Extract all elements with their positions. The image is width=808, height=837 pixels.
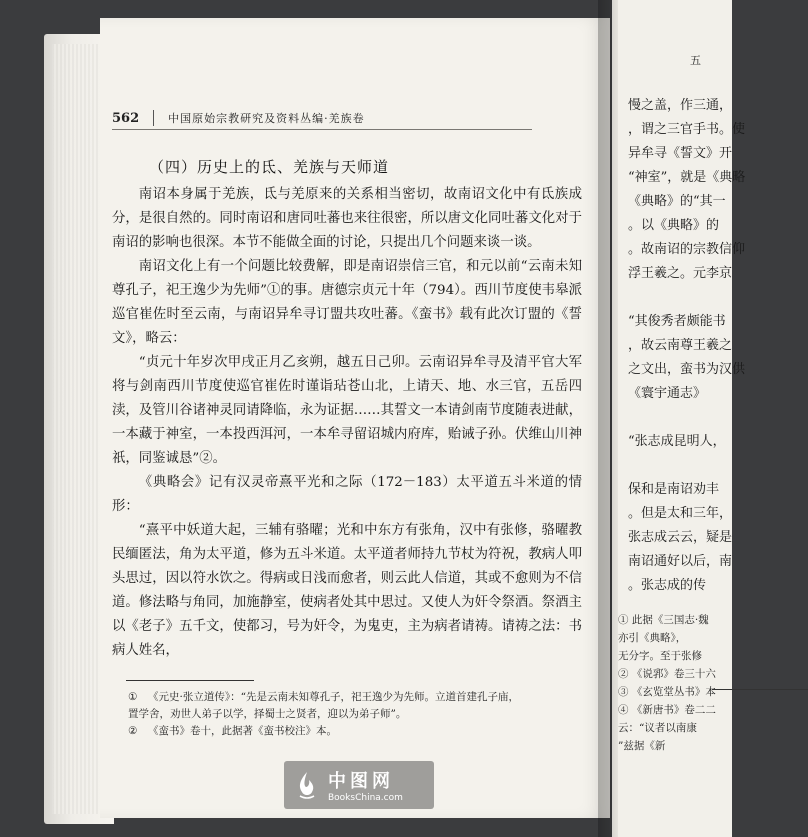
right-page-content — [612, 0, 746, 837]
footnote-rule — [126, 680, 254, 681]
right-page-line: ，谓之三官手书。使 — [628, 122, 746, 137]
right-footnote-line: ① 此据《三国志·魏 — [618, 614, 709, 626]
right-page-line: 《典略》的“其一 — [628, 194, 726, 209]
right-page-line: 异牟寻《誓文》开 — [628, 146, 733, 161]
running-header — [112, 107, 532, 130]
paragraph: 《典略会》记有汉灵帝熹平光和之际（172－183）太平道五斗米道的情形： — [112, 475, 582, 514]
right-page-line: 浮王羲之。元李京 — [628, 266, 733, 281]
page-number: 562 — [112, 111, 140, 126]
footnote-continuation: 置学舍，劝世人弟子以学，择蜀士之贤者，迎以为弟子师”。 — [128, 708, 407, 720]
watermark — [284, 761, 434, 809]
footnote-mark: ① — [128, 691, 138, 703]
quotation: “贞元十年岁次甲戌正月乙亥朔，越五日己卯。云南诏异牟寻及清平官大军将与剑南西川节度使巡官崔佐时谨诣玷苍山北，上请天、地、水三官，五岳四渎，及管川谷诸神灵同请降临，永为证据……其誓文一本请剑南节度随表进献，一本藏于神室，一本投西洱河，一本牟寻留诏城内府库，贻诫子孙。伏维山川神祇，同鉴诚恳”②。 — [112, 355, 582, 466]
right-page-line: “神室”，就是《典略 — [628, 170, 746, 185]
watermark-en: BooksChina.com — [328, 793, 403, 803]
footnotes — [128, 689, 568, 740]
right-footnote-line: ”兹据《新 — [618, 740, 666, 752]
footnote-text: 《蛮书》卷十，此据著《蛮书校注》本。 — [148, 725, 337, 737]
right-footnote-line: 亦引《典略》， — [618, 632, 687, 644]
footnote — [128, 723, 568, 740]
right-page-line: “张志成昆明人， — [628, 434, 726, 449]
right-page-line: 。张志成的传 — [628, 578, 707, 593]
paragraph: 南诏文化上有一个问题比较费解，即是南诏崇信三官，和元以前“云南未知尊孔子，祀王逸少为先师”①的事。唐德宗贞元十年（794）。西川节度使韦皋派巡官崔佐时至云南，与南诏异牟寻订盟共攻吐蕃。《蛮书》载有此次订盟的《誓文》，略云： — [112, 259, 582, 346]
running-title: 中国原始宗教研究及资料丛编·羌族卷 — [168, 112, 365, 125]
right-page-line: ，故云南尊王羲之 — [628, 338, 733, 353]
right-page-line: 之文出，蛮书为汉供 — [628, 362, 746, 377]
right-page-line: 张志成云云，疑是 — [628, 530, 733, 545]
right-page-line: 。但是太和三年， — [628, 506, 733, 521]
right-page-line: “其俊秀者颇能书 — [628, 314, 726, 329]
flame-logo-icon — [294, 770, 320, 800]
section-title: （四）历史上的氐、羌族与天师道 — [149, 158, 390, 176]
right-page-line: 。以《典略》的 — [628, 218, 720, 233]
right-page-line: 南诏通好以后，南 — [628, 554, 733, 569]
paragraph: 南诏本身属于羌族，氐与羌原来的关系相当密切，故南诏文化中有氐族成分，是很自然的。同时南诏和唐同吐蕃也来往很密，所以唐文化同吐蕃文化对于南诏的影响也很深。本节不能做全面的讨论，只提出几个问题来谈一谈。 — [112, 187, 582, 250]
right-footnote-line: 无分字。至于张修 — [618, 650, 702, 662]
right-footnote-line: ② 《说郛》卷三十六 — [618, 668, 716, 680]
right-page-header: 五 — [690, 54, 701, 67]
header-divider — [153, 110, 154, 126]
right-footnote-rule — [712, 689, 808, 690]
body-text — [112, 183, 582, 663]
right-footnote-line: 云：“议者以南康 — [618, 722, 697, 734]
right-footnote-line: ④ 《新唐书》卷二二 — [618, 704, 716, 716]
right-page-line: 慢之盖，作三通， — [628, 98, 733, 113]
footnote-text: 《元史·张立道传》：“先是云南未知尊孔子，祀王逸少为先师。立道首建孔子庙， — [148, 691, 519, 703]
footnote-mark: ② — [128, 725, 138, 737]
watermark-cn: 中图网 — [328, 771, 394, 792]
right-page-line: 保和是南诏劝丰 — [628, 482, 720, 497]
right-page-line: 。故南诏的宗教信仰 — [628, 242, 746, 257]
right-footnote-line: ③ 《玄览堂丛书》本 — [618, 686, 716, 698]
quotation: “熹平中妖道大起，三辅有骆曜；光和中东方有张角，汉中有张修，骆曜教民缅匿法，角为太平道，修为五斗米道。太平道者师持九节杖为符祝，教病人叩头思过，因以符水饮之。得病或日浅而愈者，则云此人信道，其或不愈则为不信道。修法略与角同，加施静室，使病者处其中思过。又使人为奸令祭酒。祭酒主以《老子》五千文，使都习，号为奸令，为鬼吏，主为病者请祷。请祷之法：书病人姓名， — [112, 523, 582, 658]
right-page-line: 《寰宇通志》 — [628, 386, 707, 401]
footnote — [128, 689, 568, 706]
